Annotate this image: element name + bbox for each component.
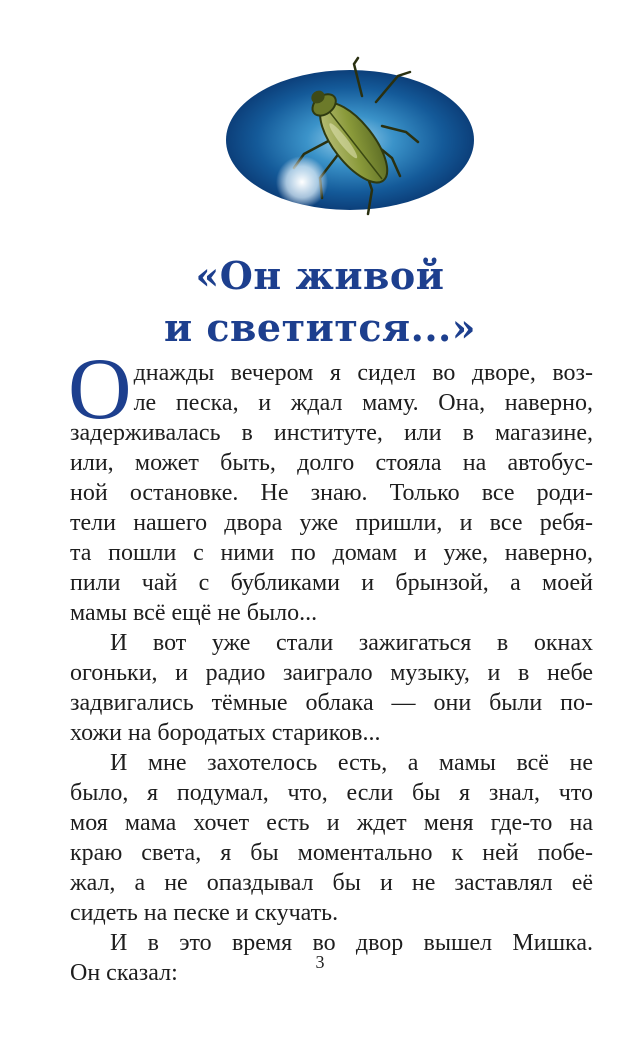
text-line: огоньки, и радио заиграло музыку, и в небе xyxy=(70,660,593,686)
title-line: «Он живой xyxy=(195,253,445,298)
text-line: хожи на бородатых стариков... xyxy=(70,720,381,746)
text-line: было, я подумал, что, если бы я знал, что xyxy=(70,780,593,806)
text-line: сидеть на песке и скучать. xyxy=(70,900,339,926)
text-line: та пошли с ними по домам и уже, наверно, xyxy=(70,540,593,566)
text-line: моя мама хочет есть и ждет меня где-то на xyxy=(70,810,593,836)
firefly-illustration xyxy=(222,50,478,226)
text-line: мамы всё ещё не было... xyxy=(70,600,318,626)
text-line: днажды вечером я сидел во дворе, воз- xyxy=(133,360,593,386)
drop-cap: О xyxy=(68,341,132,438)
text-line: пили чай с бубликами и брынзой, а моей xyxy=(70,570,593,596)
text-line: тели нашего двора уже пришли, и все ребя- xyxy=(70,510,593,536)
text-line: Он сказал: xyxy=(70,960,178,986)
text-line: задвигались тёмные облака — они были по- xyxy=(70,690,593,716)
text-line: задерживалась в институте, или в магазине, xyxy=(70,420,593,446)
page-number: 3 xyxy=(315,952,325,972)
text-line: И вот уже стали зажигаться в окнах xyxy=(110,630,593,656)
text-line: И мне захотелось есть, а мамы всё не xyxy=(110,750,593,776)
text-line: И в это время во двор вышел Мишка. xyxy=(110,930,593,956)
chapter-title xyxy=(0,250,640,354)
title-line: и светится...» xyxy=(163,305,477,350)
text-line: ной остановке. Не знаю. Только все роди- xyxy=(70,480,593,506)
text-line: жал, а не опаздывал бы и не заставлял её xyxy=(70,870,593,896)
text-line: или, может быть, долго стояла на автобус- xyxy=(70,450,593,476)
text-line: краю света, я бы моментально к ней побе- xyxy=(70,840,593,866)
firefly-beetle-icon xyxy=(222,50,478,226)
text-line: ле песка, и ждал маму. Она, наверно, xyxy=(133,390,593,416)
chapter-text xyxy=(68,341,593,988)
